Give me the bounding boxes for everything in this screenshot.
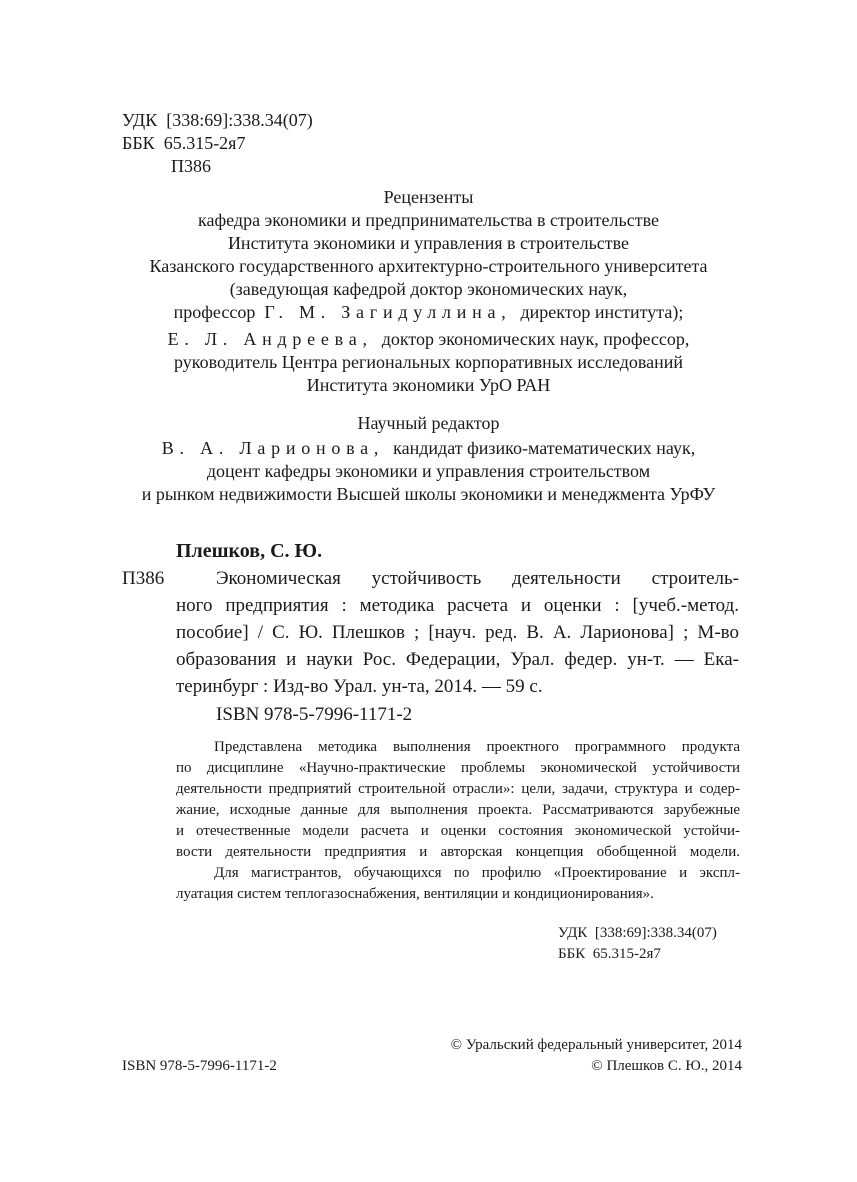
bib-line: образования и науки Рос. Федерации, Урал. федер. ун-т. — Ека-	[176, 649, 739, 670]
abstract-line: Для магистрантов, обучающихся по профилю «Проектирование и экспл-	[214, 865, 740, 881]
editor-line	[0, 438, 857, 459]
reviewer-prof-suffix: директор института);	[520, 302, 684, 322]
abstract-line: вости деятельности предприятия и авторская концепция обобщенной модели.	[176, 844, 740, 860]
abstract-line: и отечественные модели расчета и оценки состояния экономической устойчи-	[176, 823, 740, 839]
abstract-line: Представлена методика выполнения проектного программного продукта	[214, 739, 740, 755]
author-mark-top: П386	[171, 156, 211, 176]
bbk-value: 65.315-2я7	[163, 133, 246, 153]
editor-line: и рынком недвижимости Высшей школы экономики и менеджмента УрФУ	[141, 484, 716, 504]
bib-author: Плешков, С. Ю.	[176, 540, 323, 562]
bbk-code-top	[122, 133, 245, 154]
editor-line: доцент кафедры экономики и управления строительством	[206, 461, 651, 481]
reviewer-2-line	[0, 329, 857, 350]
copyright-university: © Уральский федеральный университет, 2014	[450, 1037, 742, 1053]
reviewer-2-title: доктор экономических наук, профессор,	[381, 329, 690, 349]
reviewers-heading: Рецензенты	[383, 187, 474, 207]
editor-title: кандидат физико-математических наук,	[393, 438, 696, 458]
abstract-line: жание, исходные данные для выполнения проекта. Рассматриваются зарубежные	[176, 802, 740, 818]
reviewer-2-line: руководитель Центра региональных корпоративных исследований	[173, 352, 684, 372]
udk-label: УДК	[558, 925, 588, 941]
bib-line: пособие] / С. Ю. Плешков ; [науч. ред. В. А. Ларионова] ; М-во	[176, 622, 739, 643]
abstract-line: по дисциплине «Научно-практические проблемы экономической устойчивости	[176, 760, 740, 776]
udk-code-bottom	[558, 925, 717, 942]
bib-line: теринбург : Изд-во Урал. ун-та, 2014. — 59 с.	[176, 676, 543, 697]
bib-isbn: ISBN 978-5-7996-1171-2	[216, 704, 413, 725]
reviewer-dept-line: кафедра экономики и предпринимательства в строительстве	[198, 210, 659, 230]
reviewer-dept-line: (заведующая кафедрой доктор экономических наук,	[229, 279, 628, 299]
footer-isbn: ISBN 978-5-7996-1171-2	[122, 1058, 277, 1074]
reviewer-dept-line: Казанского государственного архитектурно-строительного университета	[149, 256, 708, 276]
udk-value: [338:69]:338.34(07)	[594, 925, 717, 941]
bib-line: Экономическая устойчивость деятельности строитель-	[216, 568, 739, 589]
udk-code-top	[122, 110, 313, 131]
bbk-label: ББК	[558, 946, 586, 962]
bbk-value: 65.315-2я7	[592, 946, 661, 962]
udk-label: УДК	[122, 110, 158, 130]
reviewer-dept-line: Института экономики и управления в строительстве	[227, 233, 630, 253]
bbk-code-bottom	[558, 946, 661, 963]
copyright-author: © Плешков С. Ю., 2014	[591, 1058, 742, 1074]
bbk-label: ББК	[122, 133, 155, 153]
bib-line: ного предприятия : методика расчета и оценки : [учеб.-метод.	[176, 595, 739, 616]
abstract-line: деятельности предприятий строительной отрасли»: цели, задачи, структура и содер-	[176, 781, 740, 797]
bib-mark: П386	[122, 568, 165, 589]
abstract-line: луатация систем теплогазоснабжения, вентиляции и кондиционирования».	[176, 886, 654, 902]
reviewer-prof-prefix: профессор	[173, 302, 256, 322]
editor-heading: Научный редактор	[357, 413, 500, 433]
reviewer-2-name: Е. Л. Андреева,	[167, 329, 373, 349]
reviewer-dept-head-name: Г. М. Загидуллина,	[264, 302, 512, 322]
reviewer-dept-head	[0, 302, 857, 323]
udk-value: [338:69]:338.34(07)	[166, 110, 313, 130]
reviewer-2-line: Института экономики УрО РАН	[306, 375, 551, 395]
editor-name: В. А. Ларионова,	[161, 438, 385, 458]
